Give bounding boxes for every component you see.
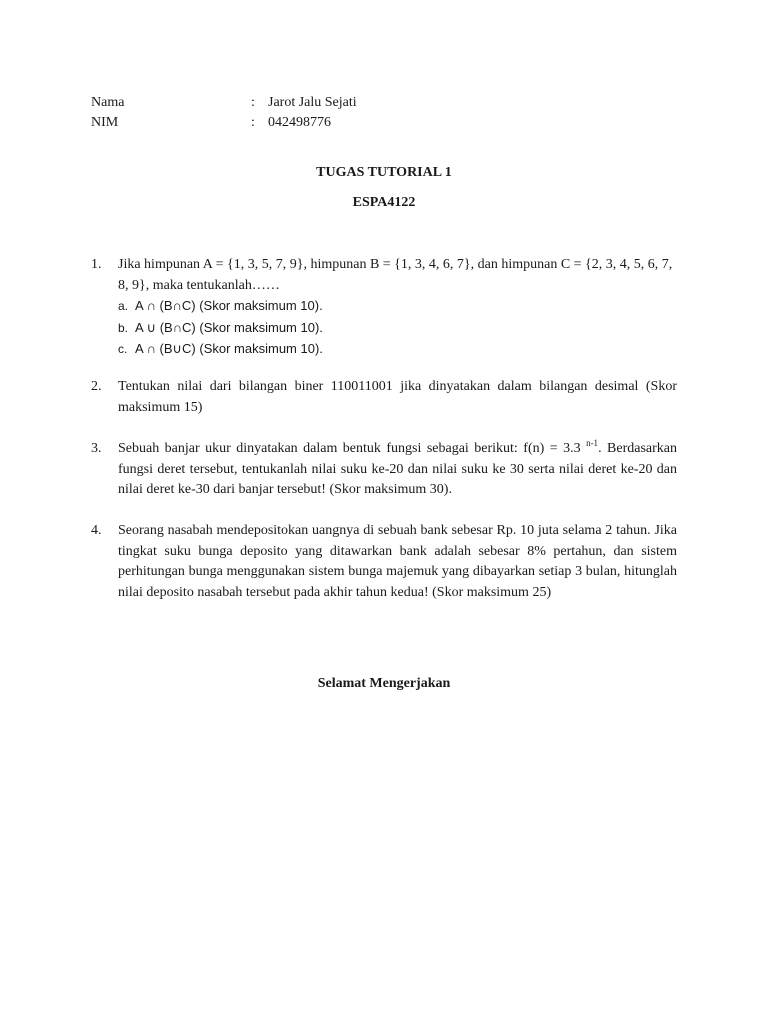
question-text: Tentukan nilai dari bilangan biner 110011001 jika dinyatakan dalam bilangan desimal (Skor maksimum 15) [118, 379, 677, 415]
sub-question-text: A ∪ (B∩C) (Skor maksimum 10). [135, 319, 323, 335]
document-title: TUGAS TUTORIAL 1 [316, 165, 452, 180]
nim-value: 042498776 [268, 115, 331, 130]
question-number: 1. [91, 257, 102, 272]
name-separator: : [251, 95, 255, 110]
sub-question-c [118, 339, 677, 361]
sub-question-a [118, 296, 677, 318]
question-text [118, 439, 677, 501]
question-2 [91, 377, 677, 418]
exponent: n-1 [586, 438, 599, 448]
sub-question-text: A ∩ (B∪C) (Skor maksimum 10). [135, 341, 323, 356]
question-number: 4. [91, 523, 102, 538]
name-value: Jarot Jalu Sejati [268, 95, 357, 110]
question-text-part: Sebuah banjar ukur dinyatakan dalam bentuk fungsi sebagai berikut: f(n) = 3.3 [118, 441, 587, 456]
sub-question-list [118, 296, 677, 361]
question-number: 3. [91, 441, 102, 456]
sub-question-text: A ∩ (B∩C) (Skor maksimum 10). [135, 298, 323, 313]
sub-question-letter: b. [118, 320, 129, 335]
question-1 [91, 255, 677, 361]
question-3 [91, 439, 677, 501]
nim-label: NIM [91, 115, 119, 130]
question-text: Jika himpunan A = {1, 3, 5, 7, 9}, himpunan B = {1, 3, 4, 6, 7}, dan himpunan C = {2, 3, 4, 5, 6, 7, 8, 9}, maka tentukanlah…… [118, 257, 673, 293]
nim-separator: : [251, 115, 255, 130]
course-code: ESPA4122 [352, 195, 416, 210]
closing-text: Selamat Mengerjakan [317, 676, 451, 691]
question-number: 2. [91, 379, 102, 394]
question-4 [91, 521, 677, 603]
sub-question-letter: c. [118, 342, 128, 356]
sub-question-b [118, 318, 677, 340]
question-text: Seorang nasabah mendepositokan uangnya di sebuah bank sebesar Rp. 10 juta selama 2 tahun. Jika tingkat suku bunga deposito yang ditawarkan bank adalah sebesar 8% pertahun, dan sistem perhitungan bunga menggunakan sistem bunga majemuk yang dibayarkan setiap 3 bulan, hitunglah nilai deposito nasabah tersebut pada akhir tahun kedua! (Skor maksimum 25) [118, 523, 677, 600]
sub-question-letter: a. [118, 299, 129, 313]
name-label: Nama [91, 95, 125, 110]
question-text-part: . Berdasarkan fungsi deret tersebut, tentukanlah nilai suku ke-20 dan nilai suku ke 30 serta nilai deret ke-20 dan nilai deret ke-30 dari banjar tersebut! (Skor maksimum 30). [118, 441, 677, 497]
